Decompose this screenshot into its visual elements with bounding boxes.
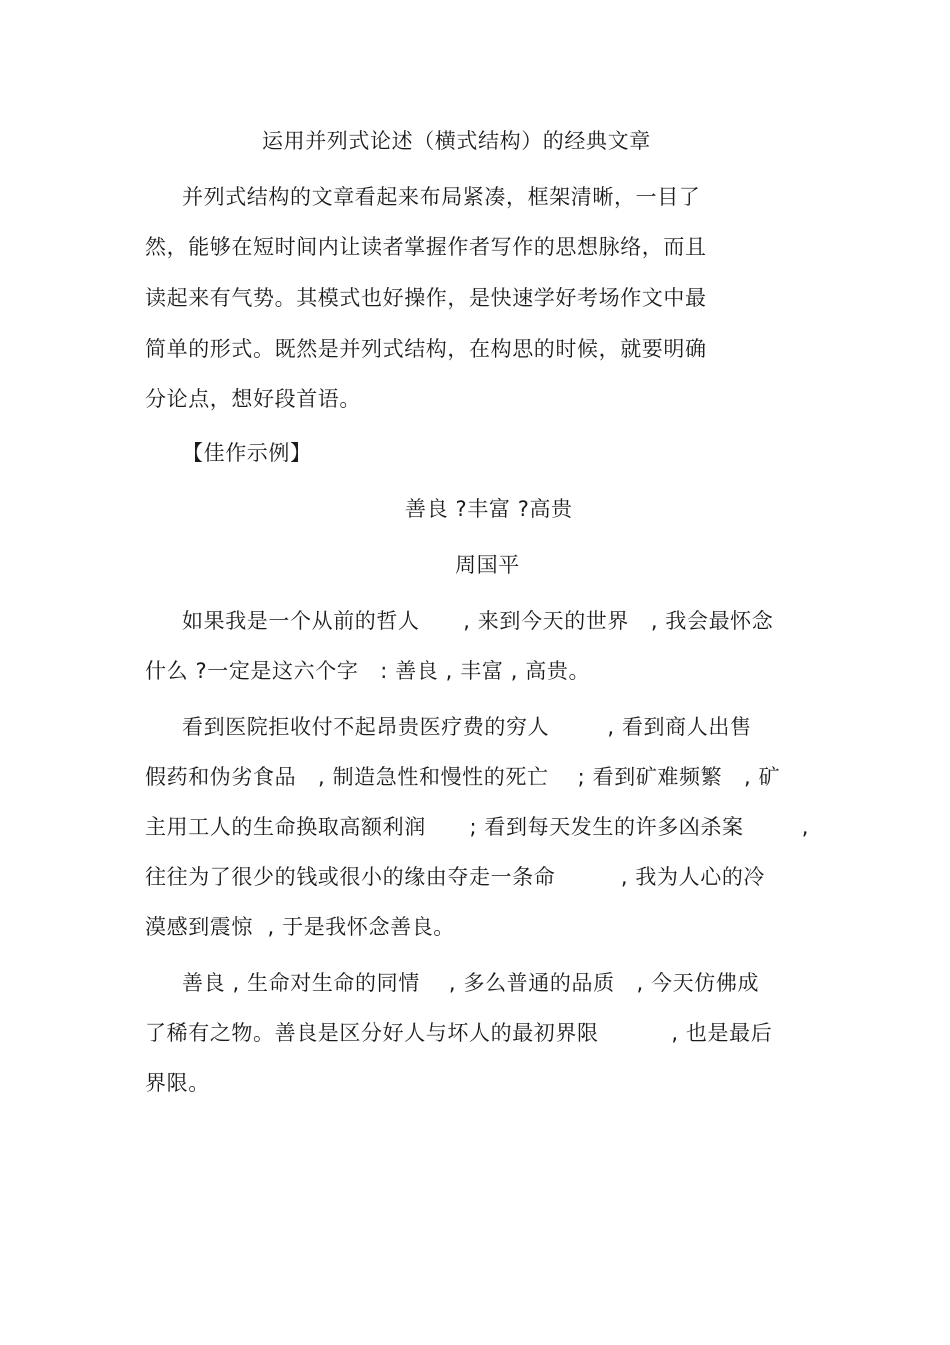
paragraph-line: 漠感到震惊 , 于是我怀念善良。 [145, 915, 455, 939]
paragraph-line: 假药和伪劣食品 , 制造急性和慢性的死亡 ; 看到矿难频繁 , 矿 [145, 765, 781, 789]
paragraph-line: 了稀有之物。善良是区分好人与坏人的最初界限 , 也是最后 [145, 1021, 773, 1045]
intro-line: 然，能够在短时间内让读者掌握作者写作的思想脉络，而且 [145, 235, 707, 259]
essay-title: 善良 ?丰富 ?高贵 [405, 497, 573, 521]
paragraph-line: 界限。 [145, 1071, 210, 1095]
intro-line: 读起来有气势。其模式也好操作，是快速学好考场作文中最 [145, 286, 707, 310]
document-title: 运用并列式论述（横式结构）的经典文章 [262, 129, 651, 153]
paragraph-line: 往往为了很少的钱或很小的缘由夺走一条命 , 我为人心的冷 [145, 865, 766, 889]
paragraph-line: 什么 ?一定是这六个字 : 善良 , 丰富 , 高贵。 [145, 659, 591, 683]
paragraph-line: 主用工人的生命换取高额利润 ; 看到每天发生的许多凶杀案 , [145, 815, 810, 839]
intro-line: 简单的形式。既然是并列式结构，在构思的时候，就要明确 [145, 337, 707, 361]
example-heading: 【佳作示例】 [182, 441, 312, 465]
intro-line: 并列式结构的文章看起来布局紧凑，框架清晰，一目了 [182, 185, 701, 209]
essay-author: 周国平 [455, 553, 520, 577]
paragraph-line: 善良 , 生命对生命的同情 , 多么普通的品质 , 今天仿佛成 [182, 971, 760, 995]
paragraph-line: 看到医院拒收付不起昂贵医疗费的穷人 , 看到商人出售 [182, 715, 752, 739]
intro-line: 分论点，想好段首语。 [145, 387, 361, 411]
paragraph-line: 如果我是一个从前的哲人 , 来到今天的世界 , 我会最怀念 [182, 609, 774, 633]
